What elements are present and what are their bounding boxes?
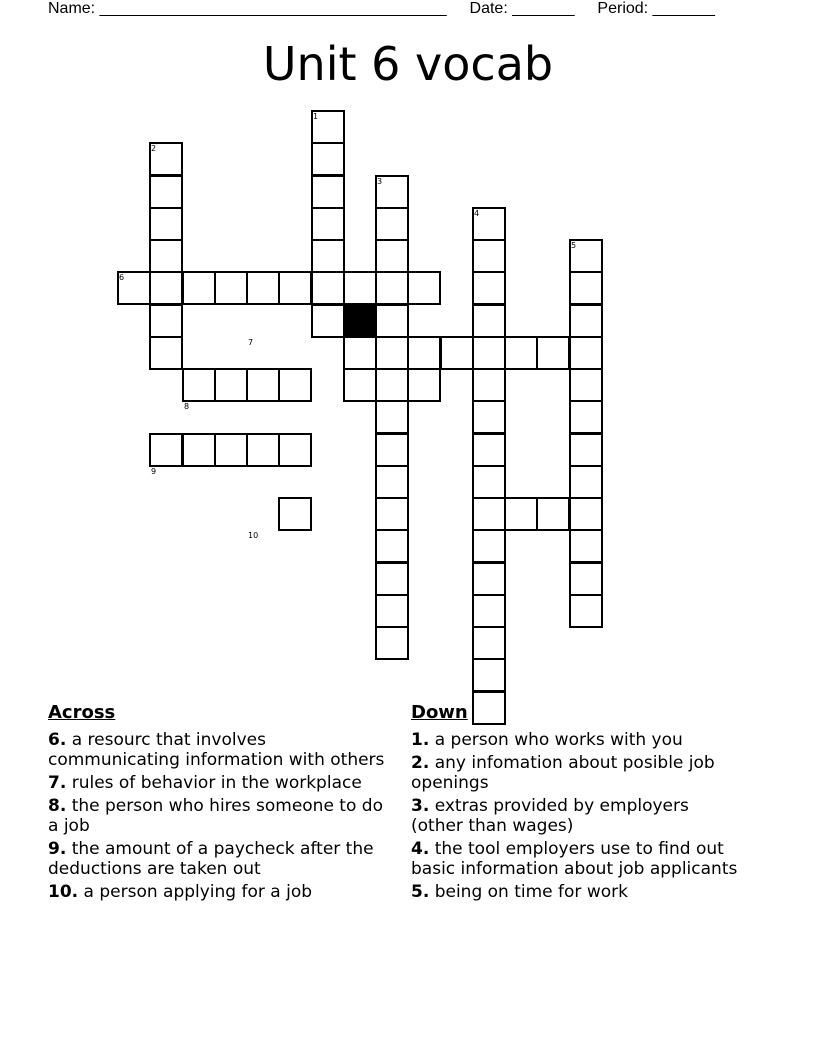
crossword-square[interactable] — [569, 336, 603, 370]
crossword-square[interactable] — [472, 368, 506, 402]
crossword-square[interactable] — [472, 400, 506, 434]
down-clue — [411, 753, 741, 793]
crossword-square[interactable] — [536, 336, 570, 370]
crossword-square[interactable] — [278, 497, 312, 531]
crossword-square[interactable] — [375, 207, 409, 241]
clue-text: the amount of a paycheck after the deductions are taken out — [48, 839, 374, 879]
crossword-square[interactable] — [504, 336, 538, 370]
down-heading: Down — [411, 702, 468, 723]
clue-number-label: 2 — [151, 144, 157, 153]
clue-number: 4. — [411, 839, 430, 859]
crossword-square[interactable] — [472, 239, 506, 273]
crossword-square[interactable] — [472, 304, 506, 338]
clue-number-label: 4 — [474, 209, 480, 218]
clue-text: rules of behavior in the workplace — [71, 773, 362, 793]
crossword-square[interactable] — [569, 433, 603, 467]
crossword-square[interactable] — [504, 497, 538, 531]
clue-number: 7. — [48, 773, 67, 793]
crossword-square[interactable] — [375, 368, 409, 402]
period-line[interactable]: _______ — [652, 0, 715, 17]
clue-number-label: 1 — [313, 112, 319, 121]
crossword-square[interactable] — [375, 465, 409, 499]
down-clue — [411, 839, 741, 879]
crossword-square[interactable] — [472, 626, 506, 660]
clue-number: 3. — [411, 796, 430, 816]
crossword-square[interactable] — [278, 271, 312, 305]
crossword-square[interactable] — [569, 529, 603, 563]
clue-number: 5. — [411, 882, 430, 902]
crossword-square[interactable] — [311, 239, 345, 273]
crossword-square[interactable] — [569, 562, 603, 596]
crossword-square[interactable] — [149, 239, 183, 273]
crossword-square[interactable] — [182, 271, 216, 305]
crossword-square[interactable] — [472, 465, 506, 499]
crossword-square[interactable] — [214, 271, 248, 305]
date-label: Date: — [469, 0, 513, 17]
crossword-square[interactable] — [278, 368, 312, 402]
crossword-square[interactable] — [149, 271, 183, 305]
crossword-square[interactable] — [311, 175, 345, 209]
clue-text: any infomation about posible job openings — [411, 753, 715, 793]
crossword-square[interactable] — [375, 271, 409, 305]
crossword-square[interactable] — [536, 497, 570, 531]
crossword-square[interactable] — [246, 368, 280, 402]
across-clues — [48, 702, 388, 905]
crossword-square[interactable] — [569, 594, 603, 628]
crossword-square[interactable] — [472, 497, 506, 531]
clue-number: 10. — [48, 882, 79, 902]
crossword-square[interactable] — [569, 400, 603, 434]
crossword-square[interactable] — [440, 336, 474, 370]
clue-number-label: 7 — [248, 338, 254, 347]
across-clue — [48, 773, 388, 793]
crossword-square[interactable] — [472, 658, 506, 692]
clue-text: the person who hires someone to do a job — [48, 796, 383, 836]
clue-number: 1. — [411, 730, 430, 750]
crossword-square[interactable] — [311, 304, 345, 338]
crossword-square[interactable] — [569, 465, 603, 499]
crossword-square[interactable] — [407, 336, 441, 370]
crossword-square[interactable] — [149, 207, 183, 241]
clue-number: 8. — [48, 796, 67, 816]
crossword-square[interactable] — [311, 142, 345, 176]
crossword-square[interactable] — [375, 562, 409, 596]
crossword-square[interactable] — [375, 497, 409, 531]
blocked-square — [343, 304, 377, 338]
crossword-square[interactable] — [375, 433, 409, 467]
across-clue — [48, 839, 388, 879]
clue-text: a resourc that involves communicating information with others — [48, 730, 385, 770]
page-title: Unit 6 vocab — [262, 37, 554, 91]
clue-text: a person who works with you — [434, 730, 683, 750]
crossword-square[interactable] — [149, 175, 183, 209]
clue-number: 6. — [48, 730, 67, 750]
down-clues — [411, 702, 741, 905]
crossword-square[interactable] — [182, 433, 216, 467]
crossword-square[interactable] — [343, 271, 377, 305]
crossword-square[interactable] — [375, 529, 409, 563]
clue-text: a person applying for a job — [83, 882, 313, 902]
clue-number-label: 6 — [119, 273, 125, 282]
crossword-square[interactable] — [375, 304, 409, 338]
name-line[interactable]: _______________________________________ — [99, 0, 447, 17]
crossword-square[interactable] — [569, 497, 603, 531]
clue-text: the tool employers use to find out basic information about job applicants — [411, 839, 738, 879]
clue-number-label: 10 — [248, 531, 259, 540]
period-label: Period: — [597, 0, 653, 17]
crossword-square[interactable] — [311, 271, 345, 305]
crossword-square[interactable] — [149, 304, 183, 338]
crossword-square[interactable] — [375, 400, 409, 434]
crossword-square[interactable] — [149, 336, 183, 370]
crossword-square[interactable] — [407, 368, 441, 402]
crossword-square[interactable] — [472, 271, 506, 305]
crossword-square[interactable] — [214, 368, 248, 402]
crossword-square[interactable] — [214, 433, 248, 467]
crossword-square[interactable] — [472, 529, 506, 563]
clue-number-label: 3 — [377, 177, 383, 186]
crossword-square[interactable] — [569, 368, 603, 402]
crossword-square[interactable] — [472, 336, 506, 370]
crossword-square[interactable] — [343, 336, 377, 370]
across-clue — [48, 796, 388, 836]
clue-number: 2. — [411, 753, 430, 773]
clue-text: extras provided by employers (other than wages) — [411, 796, 689, 836]
clue-number-label: 5 — [571, 241, 577, 250]
crossword-square[interactable] — [311, 207, 345, 241]
crossword-square[interactable] — [472, 594, 506, 628]
down-clue — [411, 730, 741, 750]
crossword-square[interactable] — [375, 239, 409, 273]
crossword-square[interactable] — [246, 271, 280, 305]
down-clue — [411, 882, 741, 902]
crossword-square[interactable] — [472, 433, 506, 467]
crossword-square[interactable] — [149, 433, 183, 467]
crossword-square[interactable] — [182, 368, 216, 402]
clue-number-label: 8 — [184, 402, 190, 411]
crossword-square[interactable] — [569, 271, 603, 305]
across-clue — [48, 730, 388, 770]
crossword-square[interactable] — [472, 562, 506, 596]
down-clue — [411, 796, 741, 836]
clue-text: being on time for work — [434, 882, 628, 902]
crossword-square[interactable] — [246, 433, 280, 467]
clue-number-label: 9 — [151, 467, 157, 476]
crossword-square[interactable] — [343, 368, 377, 402]
date-line[interactable]: _______ — [512, 0, 575, 17]
name-label: Name: — [48, 0, 100, 17]
crossword-square[interactable] — [375, 594, 409, 628]
crossword-square[interactable] — [407, 271, 441, 305]
across-clue — [48, 882, 388, 902]
across-heading: Across — [48, 702, 116, 723]
clue-number: 9. — [48, 839, 67, 859]
crossword-square[interactable] — [569, 304, 603, 338]
crossword-square[interactable] — [375, 626, 409, 660]
crossword-square[interactable] — [375, 336, 409, 370]
crossword-square[interactable] — [278, 433, 312, 467]
